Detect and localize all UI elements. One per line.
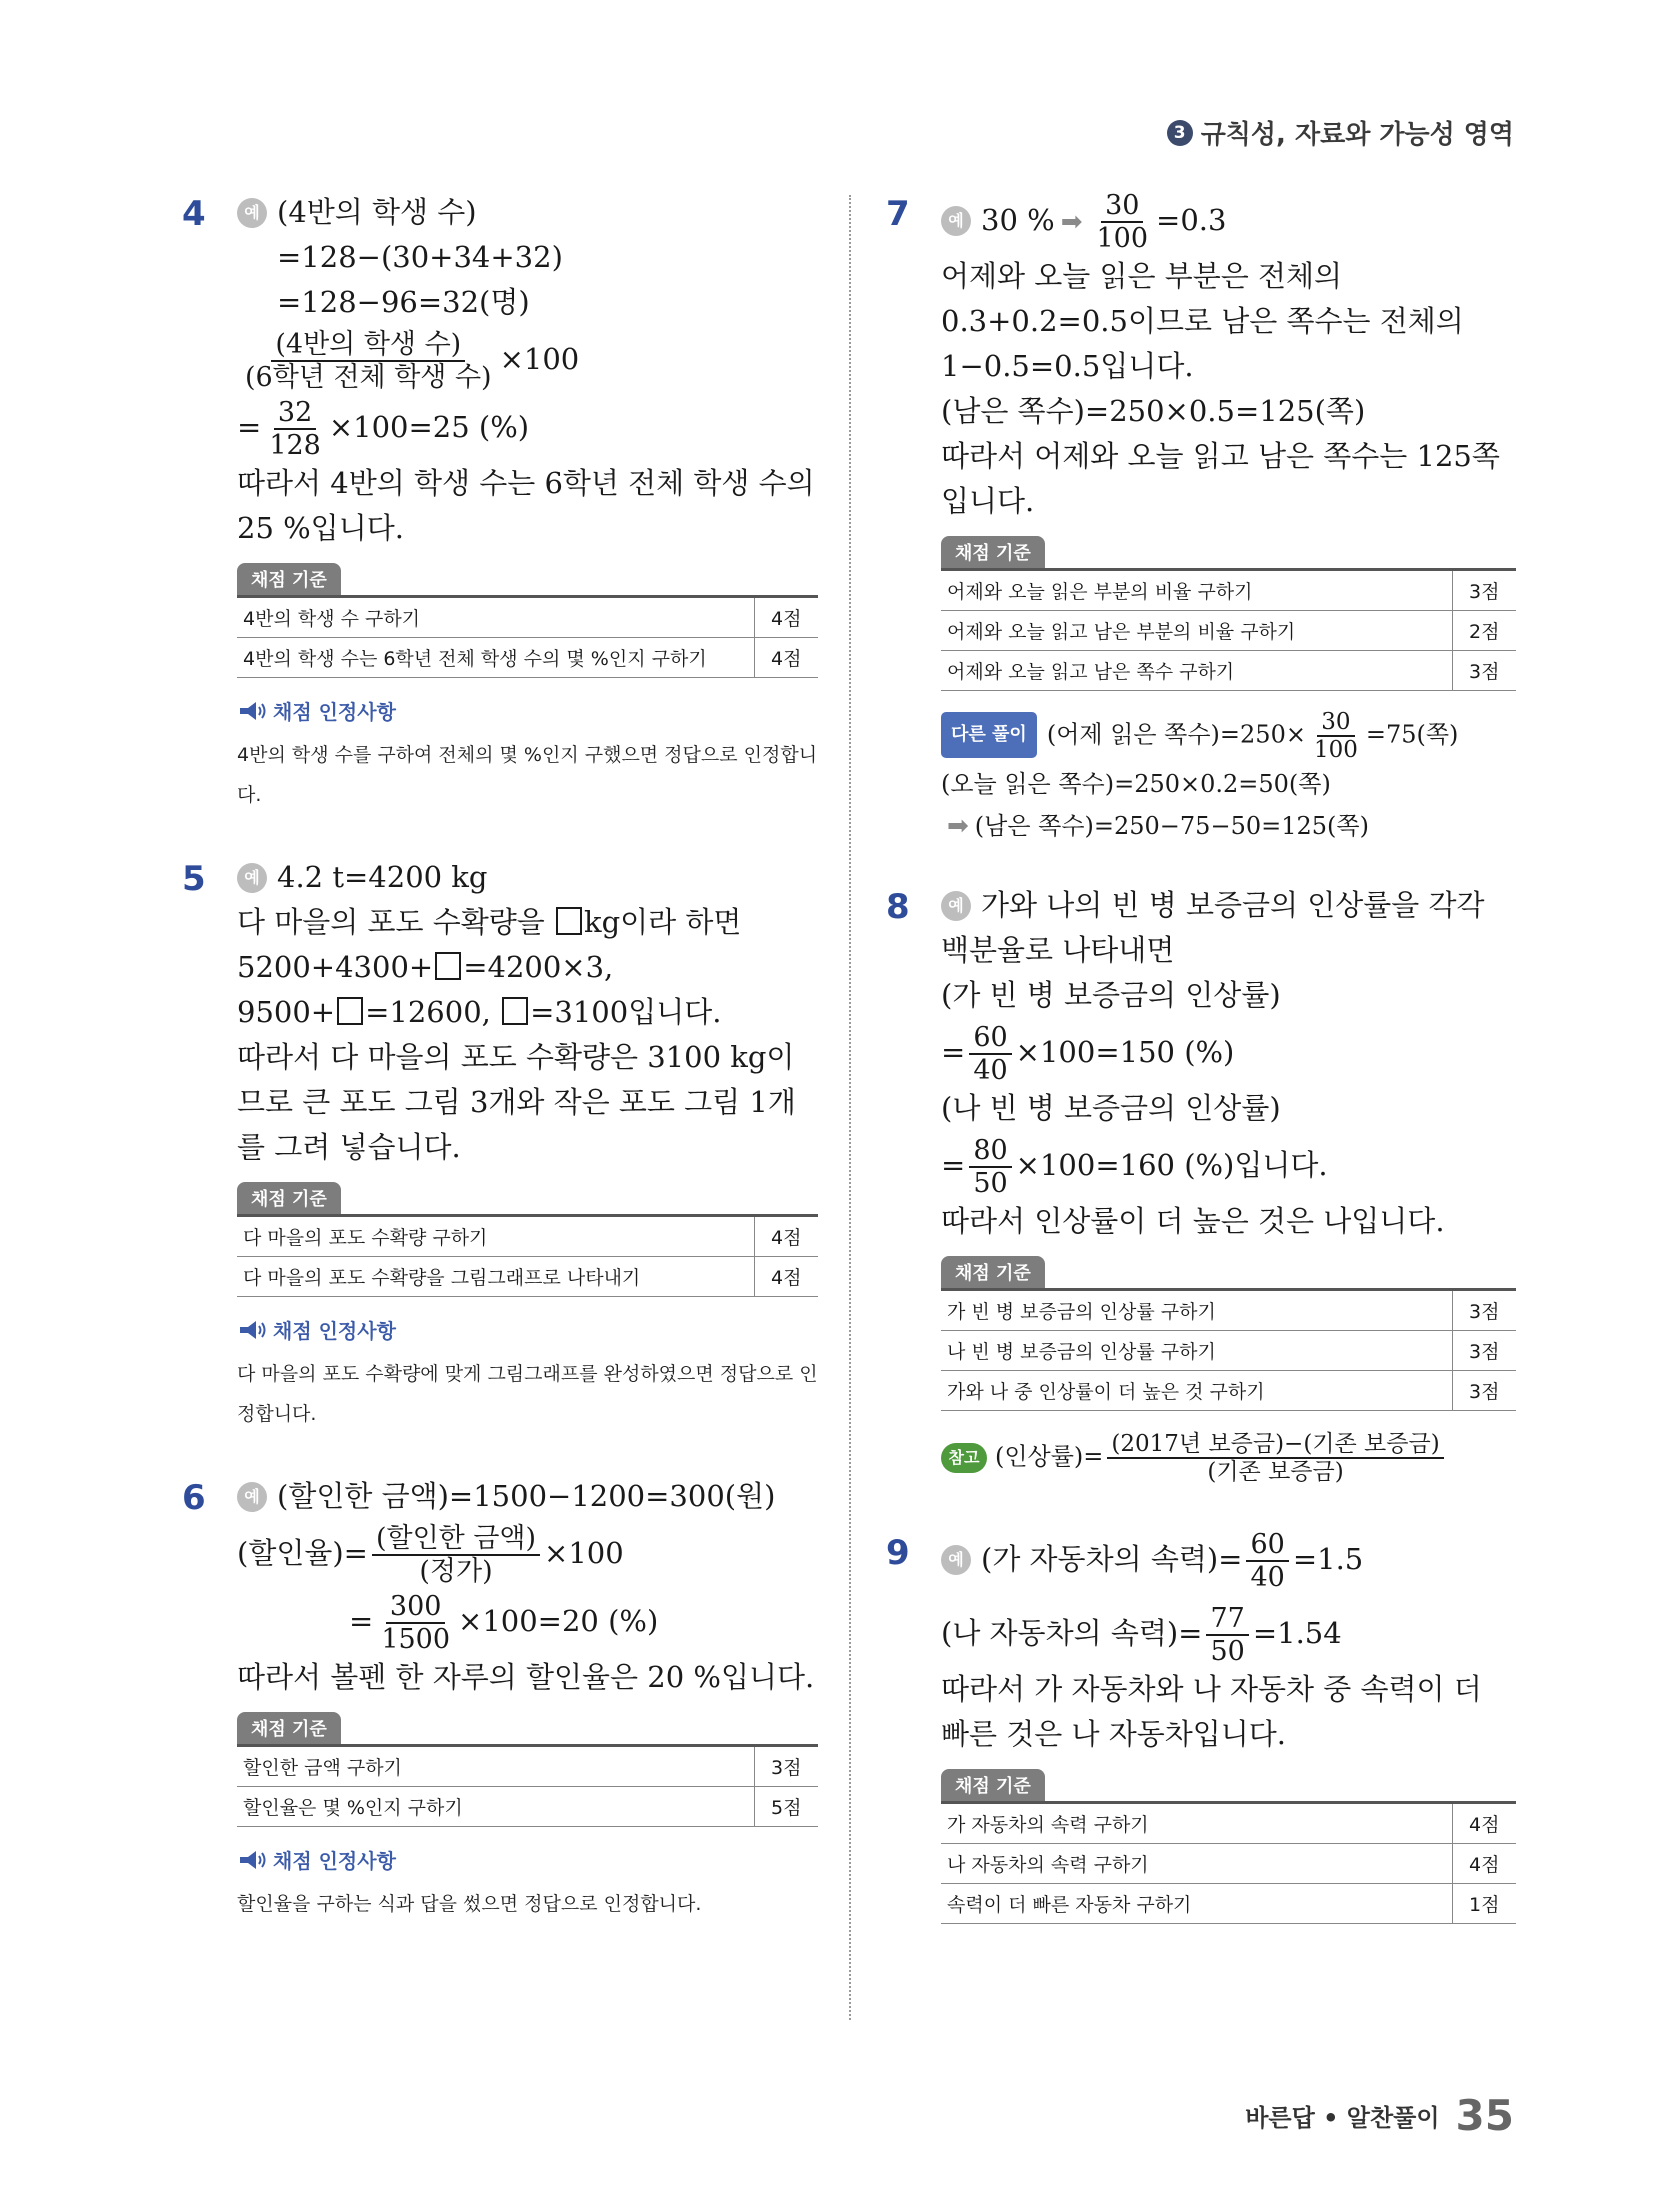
problem-7: 7 예 30 % ➡ $\frac{30}{100}$ =0.3 어제와 오늘 읽은 부분은 전체의 0.3+0.2=0.5이므로 남은 쪽수는 전체의 1−0.5=0.5입니다. (남은 쪽수)=250×0.5=125(쪽) 따라서 어제와 오늘 읽고 남은 쪽수는 125쪽입니다. 채점 기준 어제와 오늘 읽은 부분의 비율 구하기 3점 어제와 오늘 읽고 남은 부분의 비율 구하기 2점 어제와 오늘 읽고 남은 쪽수 구하기 3점 다른 풀이 (어제 읽은 쪽수)=250× $\frac{30}{100}$ =75(쪽) (오늘 읽은 쪽수)=250×0.2=50(쪽) ➡ (남은 쪽수)=250−75−50=125(쪽) [886,190,1516,847]
scoring-tag: 채점 기준 [941,1769,1045,1801]
footer-label: 바른답 • 알찬풀이 [1245,2104,1440,2132]
reference-note: 참고 (인상률)= $\frac{\text{(2017년 보증금)−(기존 보증금)}}{\text{(기존 보증금)}}$ [941,1431,1516,1485]
solution-line: 가와 나의 빈 병 보증금의 인상률을 각각 [981,888,1485,922]
scoring-table [941,1801,1516,1924]
scoring-table [237,595,818,678]
scoring-tag: 채점 기준 [237,1182,341,1214]
solution-line: 1−0.5=0.5입니다. [941,349,1194,383]
blank-box [337,997,363,1025]
right-column [886,190,1516,1924]
table-row: 어제와 오늘 읽고 남은 쪽수 구하기 3점 [941,651,1516,691]
arrow-right-icon: ➡ [1060,207,1083,237]
problem-8: 8 예 가와 나의 빈 병 보증금의 인상률을 각각 백분율로 나타내면 (가 빈 병 보증금의 인상률) = $\frac{60}{40}$ ×100=150 (%) (나 빈 병 보증금의 인상률) = $\frac{80}{50}$ ×100=160 (%)입니다. 따라서 인상률이 더 높은 것은 나입니다. 채점 기준 가 빈 병 보증금의 인상률 구하기 3점 나 빈 병 보증금의 인상률 구하기 3점 가와 나 중 인상률이 더 높은 것 구하기 3점 참고 (인상률)= $\frac{\text{(2017년 보증금)−(기존 보증금)}}{\text{(기존 보증금)}}$ [886,883,1516,1485]
megaphone-icon [237,1319,267,1341]
left-column [182,190,818,1924]
acceptance-heading: 채점 인정사항 [237,696,818,725]
problem-5: 5 예 4.2 t=4200 kg 다 마을의 포도 수확량을 kg이라 하면 5200+4300+ =4200×3, 9500+ =12600, =3100입니다. 따라서 다 마을의 포도 수확량은 3100 kg이므로 큰 포도 그림 3개와 작은 포도 그림 1개를 그려 넣습니다. 채점 기준 다 마을의 포도 수확량 구하기 4점 다 마을의 포도 수확량을 그림그래프로 나타내기 4점 채점 인정사항 다 마을의 포도 수확량에 맞게 그림그래프를 완성하였으면 정답으로 인정합니다. [182,855,818,1434]
fraction: $\frac{\text{(2017년 보증금)−(기존 보증금)}}{\text{(기존 보증금)}}$ [1107,1431,1443,1485]
example-badge: 예 [237,863,267,893]
table-row: 속력이 더 빠른 자동차 구하기 1점 [941,1884,1516,1924]
problem-number: 5 [182,859,206,899]
scoring-criteria [941,536,1516,691]
blank-box [556,907,582,935]
problem-6: 6 예 (할인한 금액)=1500−1200=300(원) (할인율)= $\frac{\text{(할인한 금액)}}{\text{(정가)}}$ ×100 = $\frac{300}{1500}$ ×100=20 (%) 따라서 볼펜 한 자루의 할인율은 20 %입니다. 채점 기준 할인한 금액 구하기 3점 할인율은 몇 %인지 구하기 5점 채점 인정사항 할인율을 구하는 식과 답을 썼으면 정답으로 인정합니다. [182,1474,818,1924]
acceptance-text: 4반의 학생 수를 구하여 전체의 몇 %인지 구했으면 정답으로 인정합니다. [237,744,818,806]
megaphone-icon [237,1849,267,1871]
problem-number: 7 [886,194,910,234]
acceptance-heading: 채점 인정사항 [237,1315,818,1344]
arrow-right-icon: ➡ [947,811,969,841]
reference-tag: 참고 [941,1443,987,1473]
problem-9: 9 예 (가 자동차의 속력)= $\frac{60}{40}$ =1.5 (나 자동차의 속력)= $\frac{77}{50}$ =1.54 따라서 가 자동차와 나 자동차 중 속력이 더 빠른 것은 나 자동차입니다. 채점 기준 가 자동차의 속력 구하기 4점 나 자동차의 속력 구하기 4점 속력이 더 빠른 자동차 구하기 1점 [886,1529,1516,1924]
conclusion: 따라서 다 마을의 포도 수확량은 3100 kg이므로 큰 포도 그림 3개와 작은 포도 그림 1개를 그려 넣습니다. [237,1040,796,1164]
scoring-criteria [237,1182,818,1297]
fraction: $\frac{300}{1500}$ [381,1591,451,1655]
scoring-tag: 채점 기준 [941,1256,1045,1288]
example-badge: 예 [941,206,971,236]
fraction: $\frac{30}{100}$ [1096,190,1149,254]
conclusion: 따라서 4반의 학생 수는 6학년 전체 학생 수의 25 %입니다. [237,466,815,545]
page-footer [1245,2091,1514,2140]
scoring-tag: 채점 기준 [941,536,1045,568]
problem-4: 4 예 (4반의 학생 수) =128−(30+34+32) =128−96=32(명) $\frac{\text{(4반의 학생 수)}}{\text{(6학년 전체 학생 수)}}$ ×100 = $\frac{32}{128}$ ×100=25 (%) 따라서 4반의 학생 수는 6학년 전체 학생 수의 25 %입니다. 채점 기준 4반의 학생 수 구하기 4점 4반의 학생 수는 6학년 전체 학생 수의 몇 %인지 구하기 4점 채점 인정사항 4반의 학생 수를 구하여 전체의 몇 %인지 구했으면 정답으로 인정합니다. [182,190,818,815]
solution-line: (남은 쪽수)=250×0.5=125(쪽) [941,394,1366,428]
scoring-criteria [941,1256,1516,1411]
solution-line: (4반의 학생 수) [277,195,477,229]
table-row: 다 마을의 포도 수확량 구하기 4점 [237,1216,818,1257]
solution-line: 백분율로 나타내면 [941,933,1175,967]
scoring-criteria [941,1769,1516,1924]
alt-solution-tag: 다른 풀이 [941,712,1037,758]
blank-box [435,952,461,980]
table-row: 가 자동차의 속력 구하기 4점 [941,1803,1516,1844]
solution-line: (나 빈 병 보증금의 인상률) [941,1091,1281,1125]
scoring-tag: 채점 기준 [237,1712,341,1744]
acceptance-text: 할인율을 구하는 식과 답을 썼으면 정답으로 인정합니다. [237,1893,702,1915]
conclusion: 따라서 가 자동차와 나 자동차 중 속력이 더 빠른 것은 나 자동차입니다. [941,1672,1482,1751]
table-row: 4반의 학생 수 구하기 4점 [237,597,818,638]
solution-line: 4.2 t=4200 kg [277,860,488,894]
fraction: $\frac{32}{128}$ [269,397,321,461]
problem-number: 4 [182,194,206,234]
megaphone-icon [237,700,267,722]
fraction: $\frac{\text{(할인한 금액)}}{\text{(정가)}}$ [372,1523,540,1587]
page-number: 35 [1455,2091,1514,2140]
section-header [1167,114,1514,151]
table-row: 할인한 금액 구하기 3점 [237,1746,818,1787]
solution-line: (할인한 금액)=1500−1200=300(원) [277,1479,776,1513]
conclusion: 따라서 어제와 오늘 읽고 남은 쪽수는 125쪽입니다. [941,439,1500,518]
scoring-criteria [237,563,818,678]
section-number-badge: 3 [1167,120,1193,146]
scoring-table [237,1744,818,1827]
table-row: 가와 나 중 인상률이 더 높은 것 구하기 3점 [941,1371,1516,1411]
scoring-table [237,1214,818,1297]
table-row: 나 자동차의 속력 구하기 4점 [941,1844,1516,1884]
solution-line: =128−96=32(명) [277,285,530,319]
scoring-table [941,568,1516,691]
table-row: 어제와 오늘 읽고 남은 부분의 비율 구하기 2점 [941,611,1516,651]
fraction: $\frac{77}{50}$ [1206,1603,1248,1667]
fraction: $\frac{60}{40}$ [969,1022,1011,1086]
fraction: $\frac{\text{(4반의 학생 수)}}{\text{(6학년 전체 학생 수)}}$ [245,329,492,393]
solution-line: =128−(30+34+32) [277,240,563,274]
solution-line: 어제와 오늘 읽은 부분은 전체의 [941,259,1343,293]
scoring-criteria [237,1712,818,1827]
table-row: 다 마을의 포도 수확량을 그림그래프로 나타내기 4점 [237,1257,818,1297]
conclusion: 따라서 인상률이 더 높은 것은 나입니다. [941,1204,1445,1238]
blank-box [502,997,528,1025]
fraction: $\frac{30}{100}$ [1313,709,1358,763]
scoring-table [941,1288,1516,1411]
problem-number: 6 [182,1478,206,1518]
scoring-tag: 채점 기준 [237,563,341,595]
example-badge: 예 [941,891,971,921]
table-row: 나 빈 병 보증금의 인상률 구하기 3점 [941,1331,1516,1371]
section-title: 규칙성, 자료와 가능성 영역 [1200,120,1514,150]
conclusion: 따라서 볼펜 한 자루의 할인율은 20 %입니다. [237,1660,815,1694]
solution-line: 0.3+0.2=0.5이므로 남은 쪽수는 전체의 [941,304,1464,338]
column-divider [849,195,851,2020]
table-row: 가 빈 병 보증금의 인상률 구하기 3점 [941,1290,1516,1331]
example-badge: 예 [237,1482,267,1512]
solution-line: (가 빈 병 보증금의 인상률) [941,978,1281,1012]
problem-number: 9 [886,1533,910,1573]
fraction: $\frac{80}{50}$ [969,1135,1011,1199]
example-badge: 예 [941,1545,971,1575]
example-badge: 예 [237,198,267,228]
acceptance-heading: 채점 인정사항 [237,1845,818,1874]
problem-number: 8 [886,887,910,927]
table-row: 할인율은 몇 %인지 구하기 5점 [237,1787,818,1827]
table-row: 4반의 학생 수는 6학년 전체 학생 수의 몇 %인지 구하기 4점 [237,638,818,678]
alternative-solution: 다른 풀이 (어제 읽은 쪽수)=250× $\frac{30}{100}$ =75(쪽) (오늘 읽은 쪽수)=250×0.2=50(쪽) ➡ (남은 쪽수)=250−75−50=125(쪽) [941,709,1516,847]
fraction: $\frac{60}{40}$ [1246,1529,1288,1593]
table-row: 어제와 오늘 읽은 부분의 비율 구하기 3점 [941,570,1516,611]
acceptance-text: 다 마을의 포도 수확량에 맞게 그림그래프를 완성하였으면 정답으로 인정합니다. [237,1363,818,1425]
